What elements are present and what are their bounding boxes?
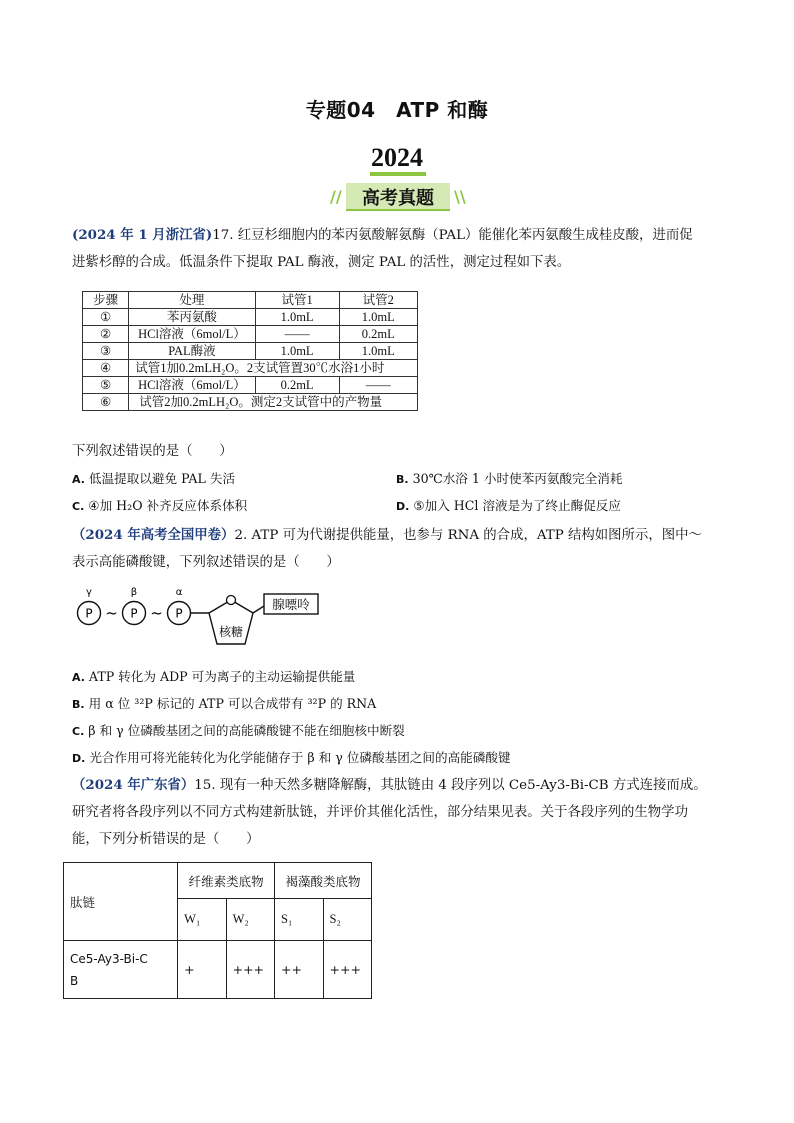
q17-option-a: A. 低温提取以避免 PAL 失活 — [72, 471, 236, 486]
banner-label: 高考真题 — [362, 188, 434, 209]
header-cell: 试管2 — [339, 292, 417, 309]
q17-source: (2024 年 1 月浙江省) — [72, 227, 213, 243]
table-row — [83, 326, 418, 343]
year-underline — [370, 172, 426, 176]
step-cell: ④ — [83, 360, 129, 377]
step-cell: ⑥ — [83, 394, 129, 411]
left-slash-decoration: // — [330, 187, 342, 206]
tube2-cell: 1.0mL — [339, 343, 417, 360]
table-row — [83, 309, 418, 326]
alginate-substrate-header: 褐藻酸类底物 — [275, 863, 372, 899]
process-cell: PAL酶液 — [129, 343, 255, 360]
activity-cell: ++ — [275, 941, 323, 999]
tube1-cell: 1.0mL — [255, 343, 339, 360]
section-banner — [330, 183, 466, 211]
right-slash-decoration: \\ — [454, 187, 466, 206]
step-cell: ② — [83, 326, 129, 343]
q2-source: （2024 年高考全国甲卷） — [72, 527, 235, 543]
q2-line2: 表示高能磷酸键，下列叙述错误的是（ ） — [72, 555, 340, 570]
q15-line1: 15. 现有一种天然多糖降解酶，其肽链由 4 段序列以 Ce5-Ay3-Bi-CB 方式连接而成。 — [194, 778, 707, 793]
page-title: 专题04 ATP 和酶 — [305, 98, 489, 122]
process-cell: HCl溶液（6mol/L） — [129, 326, 255, 343]
q2-text — [72, 522, 732, 576]
ribose-label: 核糖 — [218, 625, 244, 639]
ring-oxygen — [227, 596, 236, 605]
q2-line1: 2. ATP 可为代谢提供能量，也参与 RNA 的合成，ATP 结构如图所示，图中～ — [234, 528, 702, 543]
tube2-cell: —— — [339, 377, 417, 394]
beta-label: β — [130, 587, 138, 598]
q17-stem: 下列叙述错误的是（ ） — [72, 444, 233, 459]
q2-option-b: B. 用 α 位 ³²P 标记的 ATP 可以合成带有 ³²P 的 RNA — [72, 696, 377, 711]
q15-table — [63, 862, 372, 999]
activity-cell: +++ — [226, 941, 274, 999]
table-header-row — [83, 292, 418, 309]
q17-line1: 17. 红豆杉细胞内的苯丙氨酸解氨酶（PAL）能催化苯丙氨酸生成桂皮酸，进而促 — [212, 228, 693, 243]
tube2-cell: 0.2mL — [339, 326, 417, 343]
step-cell: ③ — [83, 343, 129, 360]
header-cell: 处理 — [129, 292, 255, 309]
q15-source: （2024 年广东省） — [72, 777, 195, 793]
q17-table — [82, 291, 418, 411]
alpha-label: α — [175, 587, 183, 598]
tube1-cell: —— — [255, 326, 339, 343]
cellulose-substrate-header: 纤维素类底物 — [178, 863, 275, 899]
subheader-cell: S₁ — [275, 899, 323, 941]
merged-process-cell: 试管2加0.2mLH₂O。测定2支试管中的产物量 — [129, 394, 418, 411]
subheader-cell: W₁ — [178, 899, 226, 941]
process-cell: 苯丙氨酸 — [129, 309, 255, 326]
gamma-phosphate-label: P — [85, 606, 93, 621]
q15-line2: 研究者将各段序列以不同方式构建新肽链，并评价其催化活性，部分结果见表。关于各段序列的生物学功 — [72, 805, 688, 820]
table-row — [83, 377, 418, 394]
year-heading: 2024 — [371, 143, 423, 172]
peptide-header: 肽链 — [64, 863, 178, 941]
subheader-cell: W₂ — [226, 899, 274, 941]
q15-line3: 能，下列分析错误的是（ ） — [72, 832, 260, 847]
q2-option-d: D. 光合作用可将光能转化为化学能储存于 β 和 γ 位磷酸基团之间的高能磷酸键 — [72, 750, 511, 765]
q17-text — [72, 222, 732, 276]
tube1-cell: 0.2mL — [255, 377, 339, 394]
step-cell: ① — [83, 309, 129, 326]
table-row — [83, 360, 418, 377]
activity-cell: +++ — [323, 941, 372, 999]
q17-option-c: C. ④加 H₂O 补齐反应体系体积 — [72, 498, 248, 513]
header-cell: 试管1 — [255, 292, 339, 309]
table-row — [83, 343, 418, 360]
table-row — [83, 394, 418, 411]
step-cell: ⑤ — [83, 377, 129, 394]
table-header-row — [64, 863, 372, 899]
table-row — [64, 941, 372, 999]
tube2-cell: 1.0mL — [339, 309, 417, 326]
beta-phosphate-label: P — [130, 606, 138, 621]
high-energy-bond-1: ~ — [105, 604, 118, 622]
q17-option-b: B. 30℃水浴 1 小时使苯丙氨酸完全消耗 — [396, 471, 623, 486]
header-cell: 步骤 — [83, 292, 129, 309]
tube1-cell: 1.0mL — [255, 309, 339, 326]
peptide-name-cell: Ce5-Ay3-Bi-C B — [64, 941, 178, 999]
merged-process-cell: 试管1加0.2mLH₂O。2支试管置30℃水浴1小时 — [129, 360, 418, 377]
alpha-phosphate-label: P — [175, 606, 183, 621]
q2-option-a: A. ATP 转化为 ADP 可为离子的主动运输提供能量 — [72, 669, 356, 684]
sugar-base-bond — [253, 606, 264, 613]
activity-cell: + — [178, 941, 226, 999]
gamma-label: γ — [86, 587, 92, 598]
atp-structure-diagram — [70, 584, 350, 656]
process-cell: HCl溶液（6mol/L） — [129, 377, 255, 394]
q17-line2: 进紫杉醇的合成。低温条件下提取 PAL 酶液，测定 PAL 的活性，测定过程如下表。 — [72, 255, 571, 270]
q17-option-d: D. ⑤加入 HCl 溶液是为了终止酶促反应 — [396, 498, 621, 513]
subheader-cell: S₂ — [323, 899, 372, 941]
high-energy-bond-2: ~ — [150, 604, 163, 622]
q2-option-c: C. β 和 γ 位磷酸基团之间的高能磷酸键不能在细胞核中断裂 — [72, 723, 405, 738]
q15-text — [72, 772, 732, 853]
adenine-label: 腺嘌呤 — [272, 597, 310, 612]
